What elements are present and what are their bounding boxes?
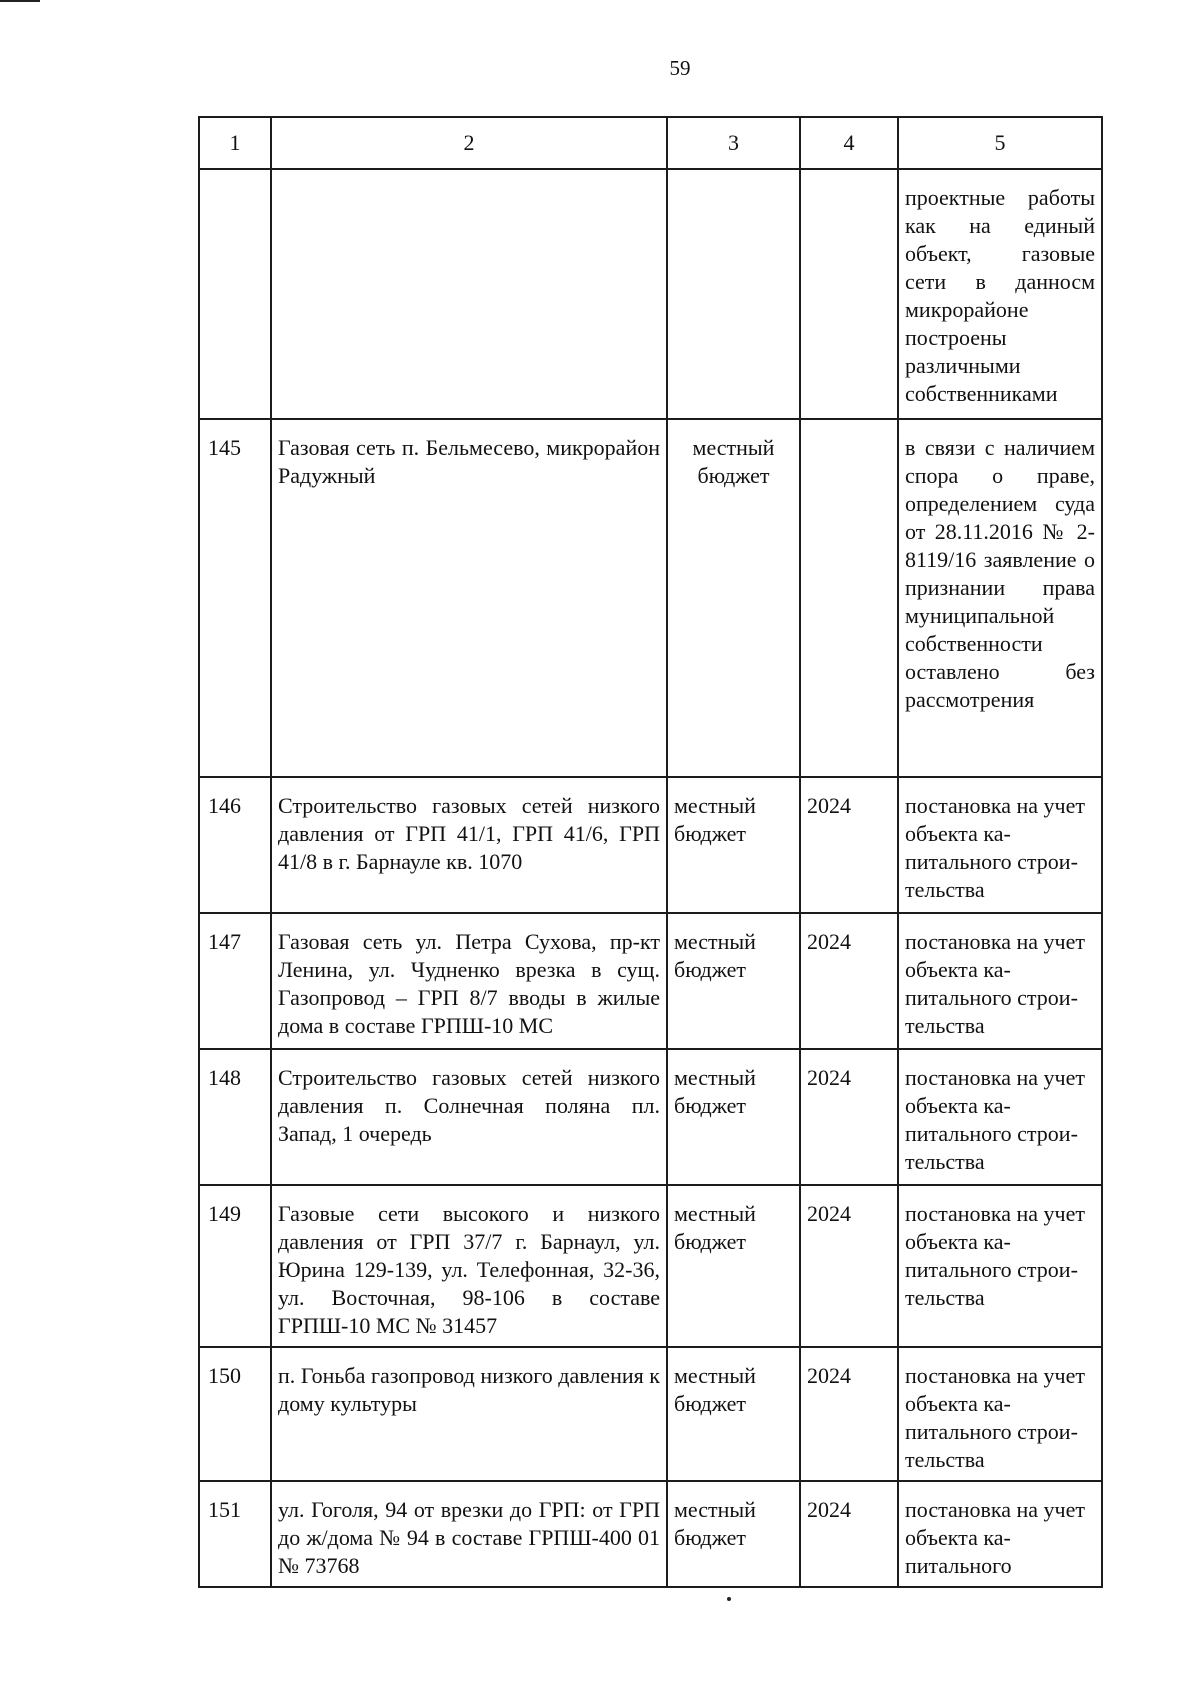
table-row (199, 777, 1102, 913)
funding-cell: местный бюджет (667, 913, 800, 1049)
funding-cell: местный бюджет (667, 1347, 800, 1481)
year-cell: 2024 (800, 1185, 898, 1347)
note-cell: постановка на учет объекта ка-питального строи-тельства (898, 1049, 1102, 1185)
year-cell (800, 169, 898, 419)
column-header: 3 (667, 117, 800, 169)
note-cell: постановка на учет объекта ка-питального строи-тельства (898, 1347, 1102, 1481)
note-cell: постановка на учет объекта ка-питального строи-тельства (898, 777, 1102, 913)
table-row (199, 1049, 1102, 1185)
column-header: 1 (199, 117, 271, 169)
object-name-cell: Строительство газовых сетей низкого давления п. Солнечная поляна пл. Запад, 1 очередь (271, 1049, 667, 1185)
table-row (199, 913, 1102, 1049)
row-number-cell: 146 (199, 777, 271, 913)
scan-corner-mark (0, 0, 40, 2)
year-cell: 2024 (800, 1049, 898, 1185)
note-cell: в связи с наличием спора о праве, определением суда от 28.11.2016 № 2-8119/16 заявление о признании права муниципальной собственности оставлено без рассмотрения (898, 419, 1102, 777)
object-name-cell: ул. Гоголя, 94 от врезки до ГРП: от ГРП до ж/дома № 94 в составе ГРПШ-400 01 № 73768 (271, 1481, 667, 1587)
object-name-cell: Газовая сеть ул. Петра Сухова, пр-кт Ленина, ул. Чудненко врезка в сущ. Газопровод – ГРП 8/7 вводы в жилые дома в составе ГРПШ-10 МС (271, 913, 667, 1049)
table-row (199, 1481, 1102, 1587)
scan-speck (727, 1597, 731, 1601)
column-header: 4 (800, 117, 898, 169)
year-cell: 2024 (800, 1481, 898, 1587)
year-cell (800, 419, 898, 777)
object-name-cell: Газовые сети высокого и низкого давления от ГРП 37/7 г. Барнаул, ул. Юрина 129-139, ул. Телефонная, 32-36, ул. Восточная, 98-106 в составе ГРПШ-10 МС № 31457 (271, 1185, 667, 1347)
funding-cell: местный бюджет (667, 419, 800, 777)
row-number-cell: 151 (199, 1481, 271, 1587)
table-row (199, 1347, 1102, 1481)
row-number-cell: 147 (199, 913, 271, 1049)
object-name-cell: Строительство газовых сетей низкого давления от ГРП 41/1, ГРП 41/6, ГРП 41/8 в г. Барнауле кв. 1070 (271, 777, 667, 913)
funding-cell (667, 169, 800, 419)
table-row (199, 1185, 1102, 1347)
row-number-cell: 145 (199, 419, 271, 777)
note-cell: постановка на учет объекта ка-питального (898, 1481, 1102, 1587)
row-number-cell (199, 169, 271, 419)
funding-cell: местный бюджет (667, 1481, 800, 1587)
page-number: 59 (669, 56, 691, 80)
table-row (199, 419, 1102, 777)
table-header-row (199, 117, 1102, 169)
year-cell: 2024 (800, 1347, 898, 1481)
row-number-cell: 148 (199, 1049, 271, 1185)
object-name-cell (271, 169, 667, 419)
funding-cell: местный бюджет (667, 1185, 800, 1347)
column-header: 2 (271, 117, 667, 169)
funding-cell: местный бюджет (667, 777, 800, 913)
table-row (199, 169, 1102, 419)
note-cell: постановка на учет объекта ка-питального строи-тельства (898, 913, 1102, 1049)
note-cell: постановка на учет объекта ка-питального строи-тельства (898, 1185, 1102, 1347)
data-table (198, 116, 1103, 1588)
object-name-cell: п. Гоньба газопровод низкого давления к дому культуры (271, 1347, 667, 1481)
row-number-cell: 149 (199, 1185, 271, 1347)
column-header: 5 (898, 117, 1102, 169)
funding-cell: местный бюджет (667, 1049, 800, 1185)
object-name-cell: Газовая сеть п. Бельмесево, микрорайон Радужный (271, 419, 667, 777)
year-cell: 2024 (800, 913, 898, 1049)
note-cell: проектные работы как на единый объект, газовые сети в данносм микрорайоне построены различными собственниками (898, 169, 1102, 419)
row-number-cell: 150 (199, 1347, 271, 1481)
year-cell: 2024 (800, 777, 898, 913)
